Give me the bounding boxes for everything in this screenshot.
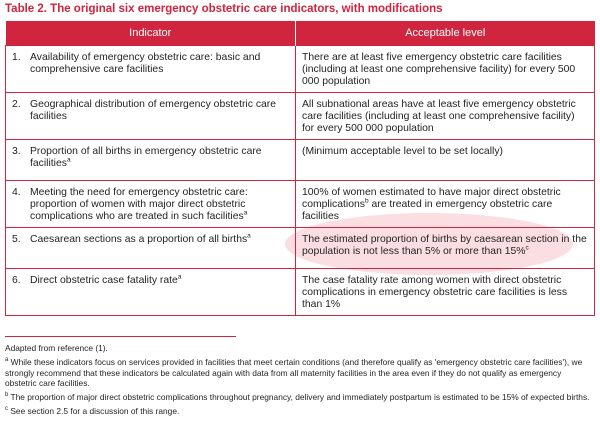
acceptable-level-cell-highlighted (296, 228, 595, 269)
footnote-c: $^c$ See section 2.5 for a discussion of this range. (5, 406, 180, 417)
indicator-text: Meeting the need for emergency obstetric care: proportion of women with major direct obstetric complications who are treated in such facilities$^a$ (30, 187, 248, 222)
table-row (6, 46, 595, 93)
source-note: Adapted from reference (1). (5, 343, 108, 353)
acceptable-level-text: There are at least five emergency obstetric care facilities (including at least one comprehensive facility) for every 500 000 population (302, 52, 576, 87)
acceptable-level-cell (296, 140, 595, 181)
row-number: 1. (12, 52, 21, 63)
indicator-cell (6, 228, 296, 269)
indicator-cell (6, 140, 296, 181)
row-number: 2. (12, 99, 21, 110)
indicator-text: Caesarean sections as a proportion of all births$^a$ (30, 232, 251, 245)
table-caption: Table 2. The original six emergency obstetric care indicators, with modifications (5, 3, 443, 15)
header-acceptable-level: Acceptable level (296, 21, 595, 46)
table-row (6, 269, 595, 316)
footnote-mark: a (66, 156, 71, 164)
table-row (6, 181, 595, 228)
table-row (6, 228, 595, 269)
footnote-divider (5, 336, 236, 337)
indicator-cell (6, 93, 296, 140)
footnote-mark: a (243, 209, 248, 217)
acceptable-level-text: (Minimum acceptable level to be set locally) (302, 146, 503, 157)
acceptable-level-cell (296, 46, 595, 93)
acceptable-level-text: The case fatality rate among women with direct obstetric complications in emergency obstetric care facilities is less than 1% (302, 275, 568, 310)
acceptable-level-text: 100% of women estimated to have major direct obstetric complications$^b$ are treated in emergency obstetric care facilities (302, 187, 561, 222)
footnote-mark: a (247, 232, 251, 240)
indicator-text: Direct obstetric case fatality rate$^a$ (30, 273, 182, 286)
indicator-cell (6, 269, 296, 316)
indicator-cell (6, 181, 296, 228)
table-header-row (6, 21, 595, 46)
row-number: 6. (12, 275, 21, 286)
indicator-text: Geographical distribution of emergency obstetric care facilities (30, 99, 277, 122)
row-number: 5. (12, 234, 21, 245)
indicator-cell (6, 46, 296, 93)
acceptable-level-text: The estimated proportion of births by caesarean section in the population is not less than 5% or more than 15%$^c$ (302, 234, 587, 257)
acceptable-level-text: All subnational areas have at least five emergency obstetric care facilities (including at least one comprehensive facility) for every 500 000 population (302, 99, 576, 134)
row-number: 4. (12, 187, 21, 198)
footnote-b: $^b$ The proportion of major direct obstetric complications throughout pregnancy, delivery and immediately postpartum is estimated to be 15% of expected births. (5, 392, 590, 403)
header-indicator: Indicator (6, 21, 296, 46)
table-row (6, 93, 595, 140)
row-number: 3. (12, 146, 21, 157)
acceptable-level-cell (296, 181, 595, 228)
footnote-a: $^a$ While these indicators focus on services provided in facilities that meet certain conditions (and therefore qualify as 'emergency obstetric care facilities'), we strongly recommend that these indicators be calculated again with data from all maternity facilities in the area even if they do not qualify as emergency obstetric care facilities. (5, 357, 583, 388)
indicators-table (5, 21, 595, 316)
indicator-text: Availability of emergency obstetric care: basic and comprehensive care facilities (30, 52, 261, 75)
acceptable-level-cell (296, 269, 595, 316)
footnotes (5, 343, 593, 421)
footnote-mark: c (525, 244, 529, 252)
footnote-mark: a (177, 273, 182, 281)
footnote-mark: b (364, 197, 369, 205)
acceptable-level-cell (296, 93, 595, 140)
table-row (6, 140, 595, 181)
indicator-text: Proportion of all births in emergency obstetric care facilities$^a$ (30, 146, 262, 169)
